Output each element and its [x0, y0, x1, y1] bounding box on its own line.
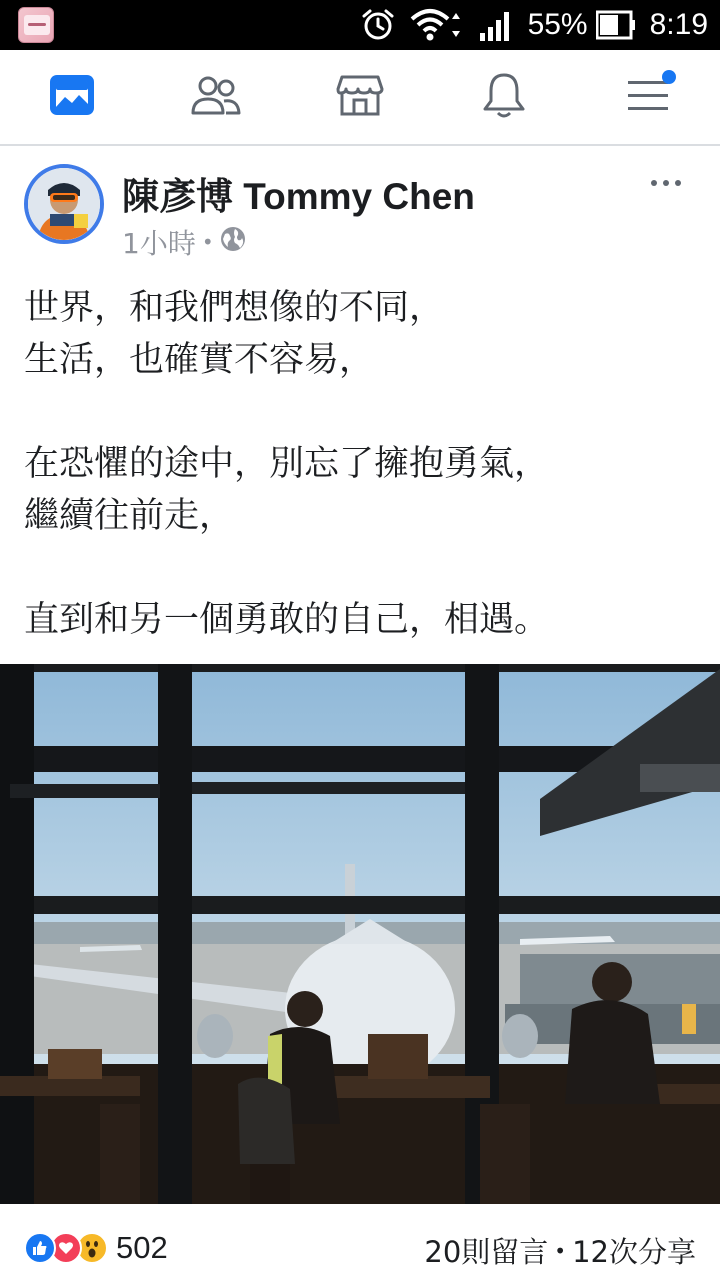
dot: [651, 180, 657, 186]
tab-marketplace[interactable]: [288, 50, 432, 144]
post-header: [0, 148, 720, 266]
friends-icon: [190, 73, 242, 121]
post-line: 直到和另一個勇敢的自己，相遇。: [24, 600, 550, 640]
tab-news-feed[interactable]: [0, 50, 144, 144]
reactions-summary[interactable]: [24, 1230, 168, 1266]
post-line: 生活，也確實不容易，: [24, 340, 375, 380]
dot: [663, 180, 669, 186]
comments-count[interactable]: 20則留言: [424, 1235, 549, 1269]
author-avatar[interactable]: [24, 164, 104, 244]
like-icon: [24, 1232, 56, 1264]
meta-separator: •: [201, 230, 214, 254]
menu-badge: [662, 70, 676, 84]
author-name[interactable]: 陳彥博 Tommy Chen: [122, 176, 475, 217]
footer-separator: •: [554, 1238, 567, 1263]
battery-percent: 55%: [527, 8, 588, 41]
globe-icon: [220, 226, 246, 259]
marketplace-icon: [336, 73, 384, 121]
top-navigation: [0, 50, 720, 146]
post-line-blank: [24, 386, 704, 438]
post-line-blank: [24, 542, 704, 594]
news-feed-icon: [48, 73, 96, 121]
post-text: [24, 282, 704, 646]
tab-friends[interactable]: [144, 50, 288, 144]
post-line: 繼續往前走，: [24, 496, 235, 536]
reaction-count: 502: [116, 1230, 168, 1265]
more-options-button[interactable]: [640, 168, 692, 198]
status-bar: [0, 0, 720, 50]
clock: 8:19: [649, 8, 708, 41]
post-line: 世界，和我們想像的不同，: [24, 288, 445, 328]
status-indicators: [360, 0, 708, 50]
post-time[interactable]: 1小時: [122, 227, 196, 260]
post-meta: [122, 222, 246, 262]
shares-count[interactable]: 12次分享: [572, 1235, 696, 1269]
wifi-icon: [410, 7, 464, 43]
dot: [675, 180, 681, 186]
signal-icon: [478, 7, 514, 43]
battery-icon: [596, 10, 636, 40]
app-notification-icon: [18, 7, 54, 43]
post-line: 在恐懼的途中，別忘了擁抱勇氣，: [24, 444, 550, 484]
tab-notifications[interactable]: [432, 50, 576, 144]
engagement-summary: [424, 1230, 696, 1271]
post-photo[interactable]: [0, 664, 720, 1204]
alarm-icon: [360, 7, 396, 43]
tab-menu[interactable]: [576, 50, 720, 144]
bell-icon: [481, 71, 527, 123]
post-footer: [0, 1204, 720, 1280]
